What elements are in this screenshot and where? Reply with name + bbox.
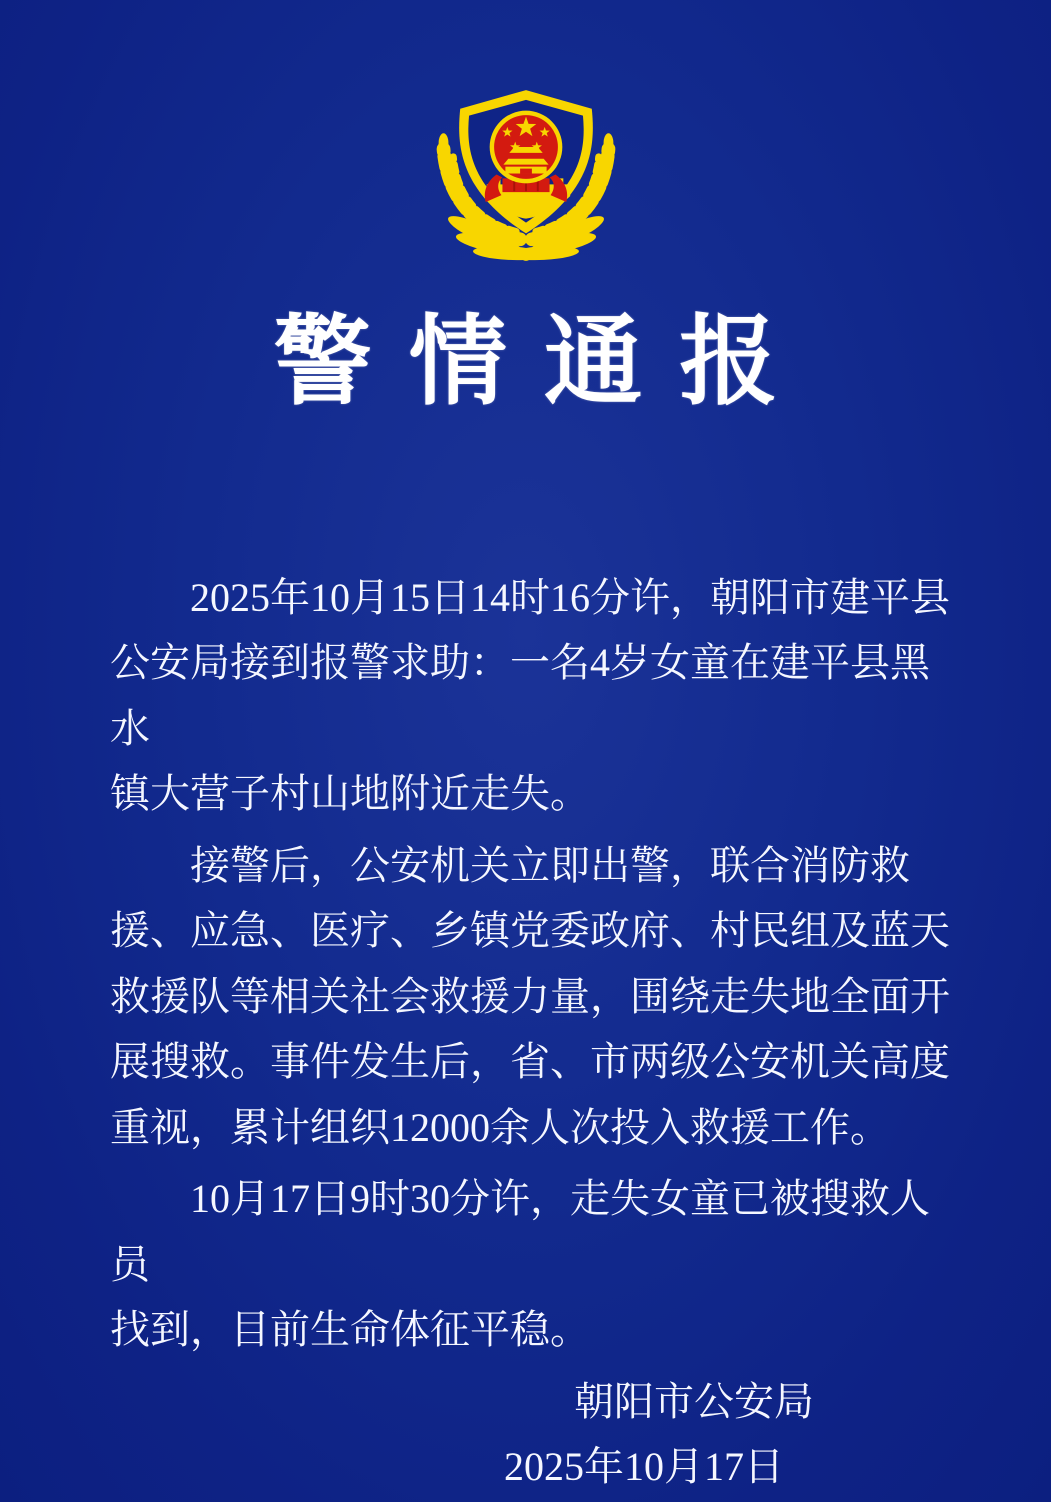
notice-line: 援、应急、医疗、乡镇党委政府、村民组及蓝天 bbox=[110, 908, 950, 954]
notice-line: 展搜救。事件发生后，省、市两级公安机关高度 bbox=[110, 1039, 950, 1085]
notice-line: 镇大营子村山地附近走失。 bbox=[110, 771, 590, 817]
notice-line: 重视，累计组织12000余人次投入救援工作。 bbox=[110, 1104, 890, 1150]
notice-paragraph bbox=[110, 1166, 955, 1363]
police-badge-icon bbox=[418, 86, 634, 263]
notice-title: 警情通报 bbox=[273, 309, 815, 417]
notice-line: 接警后，公安机关立即出警，联合消防救 bbox=[190, 842, 910, 888]
notice-line: 10月17日9时30分许，走失女童已被搜救人员 bbox=[110, 1176, 930, 1287]
notice-line: 救援队等相关社会救援力量，围绕走失地全面开 bbox=[110, 973, 950, 1019]
notice-paragraph bbox=[110, 833, 955, 1161]
notice-line: 公安局接到报警求助：一名4岁女童在建平县黑水 bbox=[110, 640, 930, 751]
signature-block bbox=[110, 1369, 955, 1500]
signature-date: 2025年10月17日 bbox=[504, 1444, 784, 1490]
notice-paragraph bbox=[110, 565, 955, 827]
notice-body bbox=[0, 565, 1051, 1500]
signature-agency: 朝阳市公安局 bbox=[574, 1378, 814, 1424]
notice-line: 2025年10月15日14时16分许，朝阳市建平县 bbox=[190, 574, 950, 620]
notice-line: 找到，目前生命体征平稳。 bbox=[110, 1307, 590, 1353]
